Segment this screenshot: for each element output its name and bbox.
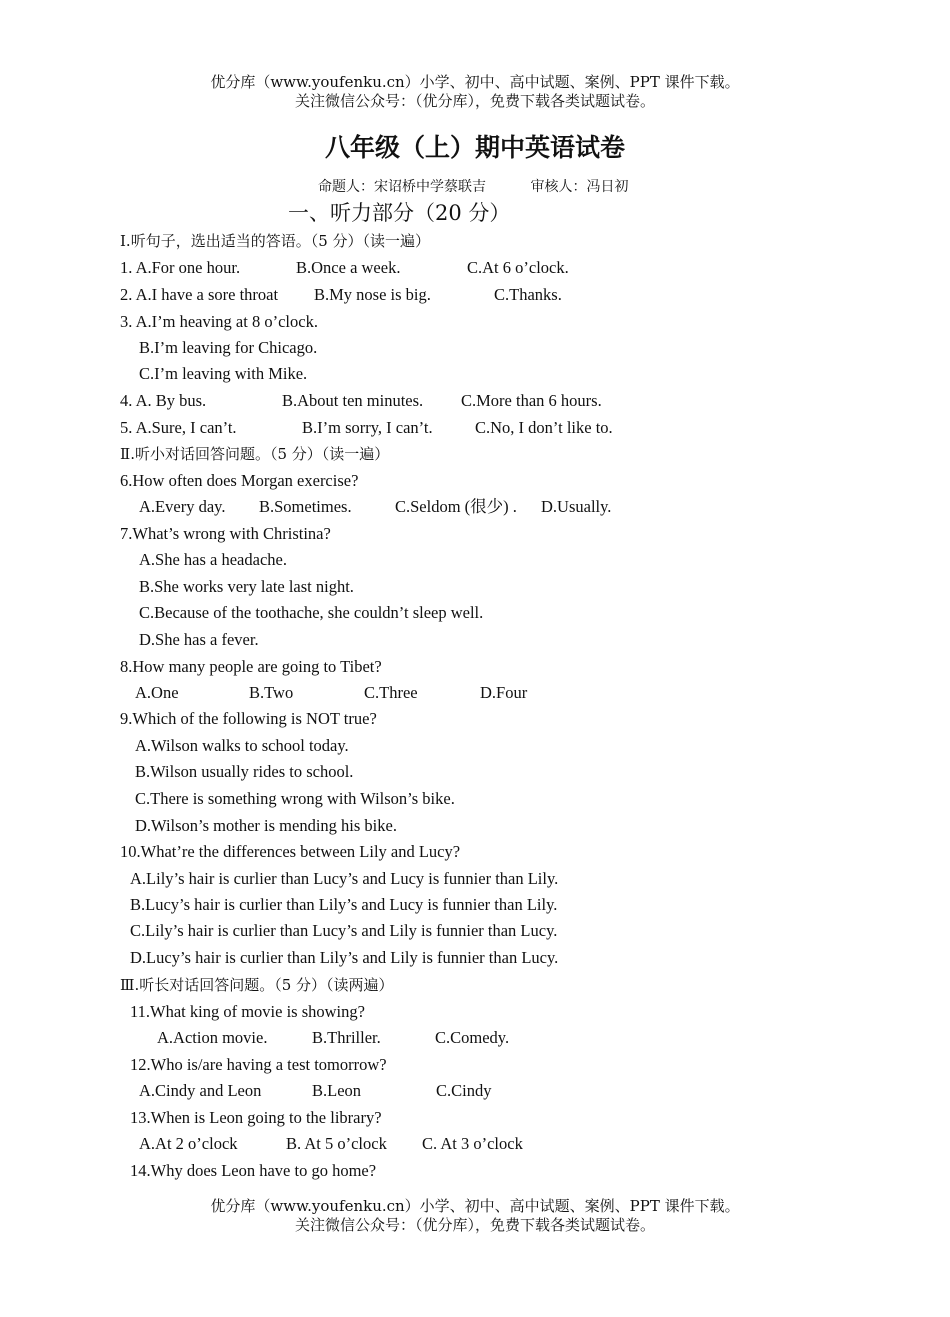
q4-option-a: 4. A. By bus. (120, 391, 207, 410)
q9-option-c: C.There is something wrong with Wilson’s bike. (135, 789, 455, 808)
q13-question: 13.When is Leon going to the library? (130, 1108, 382, 1127)
q1-option-a: 1. A.For one hour. (120, 258, 241, 277)
q9-option-b: B.Wilson usually rides to school. (135, 762, 354, 781)
q10-option-c: C.Lily’s hair is curlier than Lucy’s and Lily is funnier than Lucy. (130, 921, 558, 940)
q2-option-a: 2. A.I have a sore throat (120, 285, 279, 304)
q12-option-c: C.Cindy (436, 1081, 492, 1100)
q8-option-c: C.Three (364, 683, 418, 702)
q5-option-c: C.No, I don’t like to. (475, 418, 613, 437)
q7-option-b: B.She works very late last night. (139, 577, 354, 596)
q13-option-b: B. At 5 o’clock (286, 1134, 387, 1153)
q12-question: 12.Who is/are having a test tomorrow? (130, 1055, 387, 1074)
q9-option-a: A.Wilson walks to school today. (135, 736, 349, 755)
q10-option-b: B.Lucy’s hair is curlier than Lily’s and Lucy is funnier than Lily. (130, 895, 558, 914)
q6-question: 6.How often does Morgan exercise? (120, 471, 359, 490)
q12-option-b: B.Leon (312, 1081, 362, 1100)
q5-option-b: B.I’m sorry, I can’t. (302, 418, 433, 437)
q10-option-d: D.Lucy’s hair is curlier than Lily’s and Lily is funnier than Lucy. (130, 948, 559, 967)
q4-option-b: B.About ten minutes. (282, 391, 424, 410)
q6-option-c: C.Seldom (很少) . (395, 497, 517, 516)
q11-option-c: C.Comedy. (435, 1028, 510, 1047)
q8-option-d: D.Four (480, 683, 528, 702)
q10-option-a: A.Lily’s hair is curlier than Lucy’s and Lucy is funnier than Lily. (130, 869, 559, 888)
q6-option-a: A.Every day. (139, 497, 226, 516)
q5-option-a: 5. A.Sure, I can’t. (120, 418, 237, 437)
q6-option-b: B.Sometimes. (259, 497, 352, 516)
q1-option-c: C.At 6 o’clock. (467, 258, 569, 277)
q6-option-d: D.Usually. (541, 497, 612, 516)
q8-option-b: B.Two (249, 683, 294, 702)
q10-question: 10.What’re the differences between Lily and Lucy? (120, 842, 461, 861)
q12-option-a: A.Cindy and Leon (139, 1081, 262, 1100)
footer-line-1: 优分库（www.youfenku.cn）小学、初中、高中试题、案例、PPT 课件下载。 (210, 1197, 740, 1215)
q7-question: 7.What’s wrong with Christina? (120, 524, 331, 543)
q9-option-d: D.Wilson’s mother is mending his bike. (135, 816, 397, 835)
q7-option-a: A.She has a headache. (139, 550, 287, 569)
q4-option-c: C.More than 6 hours. (461, 391, 602, 410)
header-line-1: 优分库（www.youfenku.cn）小学、初中、高中试题、案例、PPT 课件下载。 (210, 73, 740, 91)
q11-option-a: A.Action movie. (157, 1028, 268, 1047)
part2-heading: Ⅱ.听小对话回答问题。（5 分）（读一遍） (120, 445, 390, 463)
q3-option-c: C.I’m leaving with Mike. (139, 364, 308, 383)
q8-option-a: A.One (135, 683, 179, 702)
footer-line-2: 关注微信公众号：（优分库），免费下载各类试题试卷。 (294, 1216, 655, 1234)
header-line-2: 关注微信公众号：（优分库），免费下载各类试题试卷。 (294, 92, 655, 110)
part1-heading: Ⅰ.听句子，选出适当的答语。（5 分）（读一遍） (120, 232, 431, 250)
q7-option-c: C.Because of the toothache, she couldn’t sleep well. (139, 603, 484, 622)
authors-line: 命题人：宋诏桥中学蔡联吉 审核人：冯日初 (318, 179, 629, 195)
q13-option-c: C. At 3 o’clock (422, 1134, 523, 1153)
q13-option-a: A.At 2 o’clock (139, 1134, 238, 1153)
page-title: 八年级（上）期中英语试卷 (324, 133, 625, 162)
section-title-listening: 一、听力部分（20 分） (288, 201, 511, 225)
q2-option-b: B.My nose is big. (314, 285, 431, 304)
q3-option-a: 3. A.I’m heaving at 8 o’clock. (120, 312, 318, 331)
q7-option-d: D.She has a fever. (139, 630, 259, 649)
q2-option-c: C.Thanks. (494, 285, 562, 304)
q8-question: 8.How many people are going to Tibet? (120, 657, 382, 676)
q3-option-b: B.I’m leaving for Chicago. (139, 338, 318, 357)
q11-option-b: B.Thriller. (312, 1028, 381, 1047)
q14-question: 14.Why does Leon have to go home? (130, 1161, 377, 1180)
q1-option-b: B.Once a week. (296, 258, 401, 277)
q9-question: 9.Which of the following is NOT true? (120, 709, 377, 728)
part3-heading: Ⅲ.听长对话回答问题。（5 分）（读两遍） (120, 976, 394, 994)
q11-question: 11.What king of movie is showing? (130, 1002, 365, 1021)
